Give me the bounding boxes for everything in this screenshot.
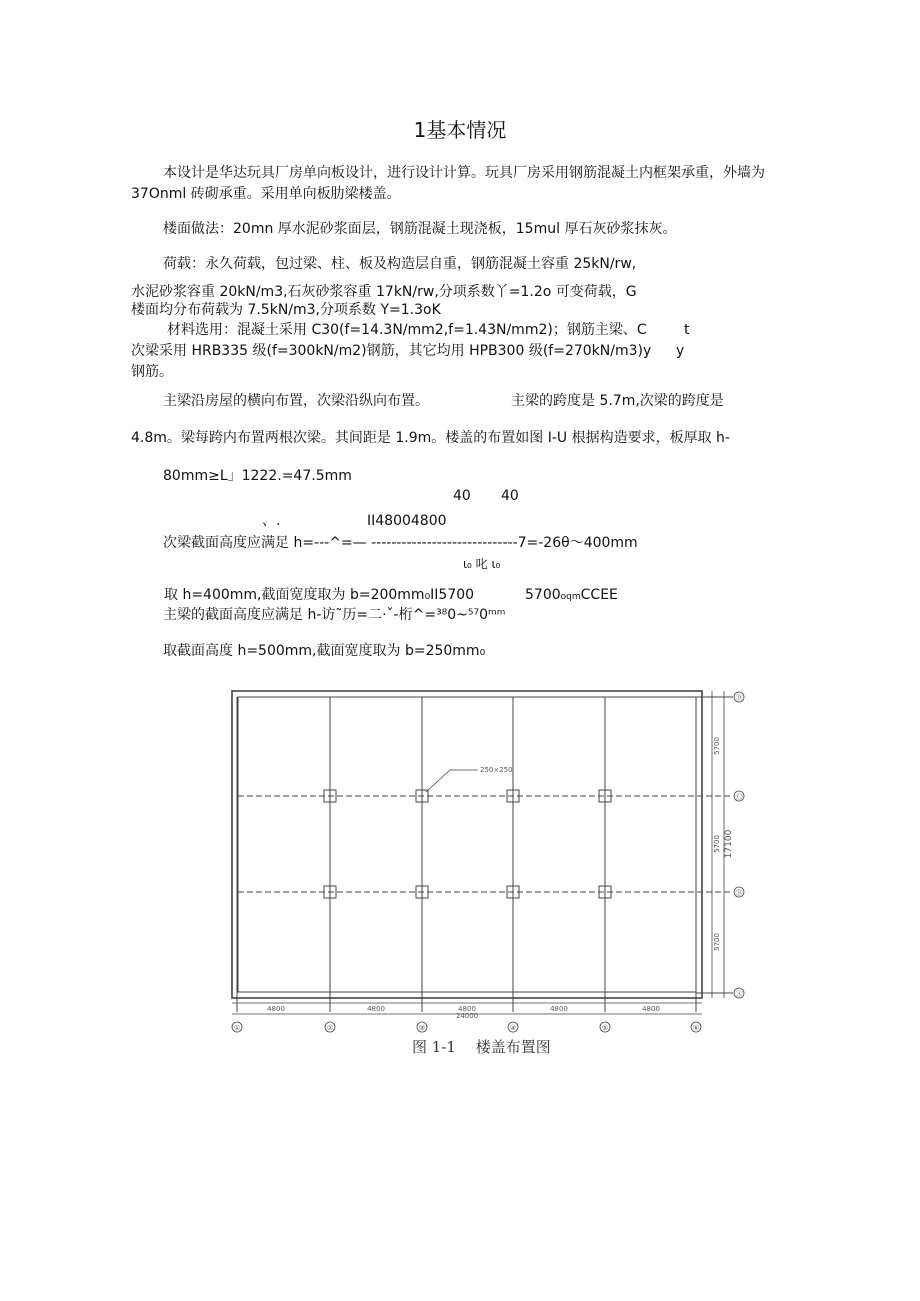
para-material-t: t — [684, 322, 690, 338]
para-load-line2: 水泥砂浆容重 20kN∕m3,石灰砂浆容重 17kN∕rw,分项系数丫=1.2o 可变荷载，G — [131, 284, 637, 300]
para-load-line3: 楼面均分布荷载为 7.5kN∕m3,分项系数 Y=1.3oK — [131, 302, 441, 318]
right-dim-3: 5700 — [713, 933, 721, 951]
axis-label-6: ⑥ — [692, 1024, 700, 1032]
para-material-line1: 材料选用：混凝土采用 C30(f=14.3N∕mm2,f=1.43N∕mm2)；钢筋主梁、C — [167, 322, 647, 338]
axis-label-D: Ⓓ — [735, 694, 743, 702]
axis-label-A: Ⓐ — [735, 990, 743, 998]
column-label: 250×250 — [480, 766, 513, 774]
para-take-5700-value: 5700 — [525, 587, 561, 603]
para-take-h500: 取截面高度 h=500mm,截面宽度取为 b=250mm₀ — [163, 643, 486, 659]
formula-secondary-beam: 次梁截面高度应满足 h=---^=— -----------------------------7=-26θ～400mm — [163, 535, 638, 551]
figure-caption: 图 1-1 楼盖布置图 — [412, 1038, 551, 1056]
para-take-ccee: CCEE — [580, 587, 618, 603]
total-dim: 24000 — [455, 1012, 479, 1020]
axis-label-5: ⑤ — [601, 1024, 609, 1032]
formula-main-beam: 主梁的截面高度应满足 h-访˜历=二·ˇ-桁^=³⁸0~⁵⁷0ᵐᵐ — [163, 607, 506, 623]
para-take-5700-sub: oqm — [560, 592, 581, 602]
outer-wall-inner — [238, 697, 696, 992]
para-intro-line2: 37Onml 砖砌承重。采用单向板肋梁楼盖。 — [131, 186, 401, 202]
para-take-h400: 取 h=400mm,截面宽度取为 b=200mm₀II5700 — [164, 587, 475, 603]
para-load-line1: 荷载：永久荷载，包过梁、柱、板及构造层自重，钢筋混凝土容重 25kN∕rw, — [163, 256, 637, 272]
formula-ii: II48004800 — [367, 513, 447, 529]
para-material-line3: 钢筋。 — [131, 364, 173, 380]
span-dim-3: 4800 — [458, 1005, 476, 1013]
formula-40a: 40 — [453, 488, 471, 504]
axis-label-2: ② — [326, 1024, 334, 1032]
para-beam-line1a: 主梁沿房屋的横向布置，次梁沿纵向布置。 — [163, 393, 429, 409]
span-dim-1: 4800 — [267, 1005, 285, 1013]
axis-label-B: Ⓑ — [735, 889, 743, 897]
column-label-leader — [426, 770, 478, 792]
para-material-line2: 次梁采用 HRB335 级(f=300kN/m2)钢筋，其它均用 HPB300 级(f=270kN/m3)y — [131, 343, 652, 359]
formula-dot: 、. — [262, 513, 281, 529]
para-slab-thickness: 80mm≥L」1222.=47.5mm — [163, 468, 352, 484]
span-dim-2: 4800 — [367, 1005, 385, 1013]
axis-label-3: ③ — [418, 1024, 426, 1032]
axis-label-1: ① — [233, 1024, 241, 1032]
right-total-dim: 17100 — [724, 829, 734, 859]
outer-wall-outer — [232, 691, 702, 998]
section-title: 1基本情况 — [413, 118, 507, 142]
span-dim-4: 4800 — [550, 1005, 568, 1013]
formula-io: ι₀ 叱 ι₀ — [463, 557, 501, 571]
right-dim-1: 5700 — [713, 737, 721, 755]
span-dim-5: 4800 — [642, 1005, 660, 1013]
para-beam-line2: 4.8m。梁每跨内布置两根次梁。其间距是 1.9m。楼盖的布置如图 I-U 根据构造要求，板厚取 h- — [131, 430, 730, 446]
para-beam-line1b: 主梁的跨度是 5.7m,次梁的跨度是 — [511, 393, 724, 409]
right-dim-2: 5700 — [713, 835, 721, 853]
para-material-y: y — [676, 343, 685, 359]
axis-label-4: ④ — [509, 1024, 517, 1032]
para-floor-finish: 楼面做法：20mn 厚水泥砂浆面层，钢筋混凝土现浇板，15mul 厚石灰砂浆抹灰。 — [163, 221, 677, 237]
formula-40b: 40 — [501, 488, 519, 504]
axis-label-C: Ⓒ — [735, 793, 743, 801]
para-intro-line1: 本设计是华达玩具厂房单向板设计，进行设计计算。玩具厂房采用钢筋混凝土内框架承重，外墙为 — [163, 165, 765, 181]
